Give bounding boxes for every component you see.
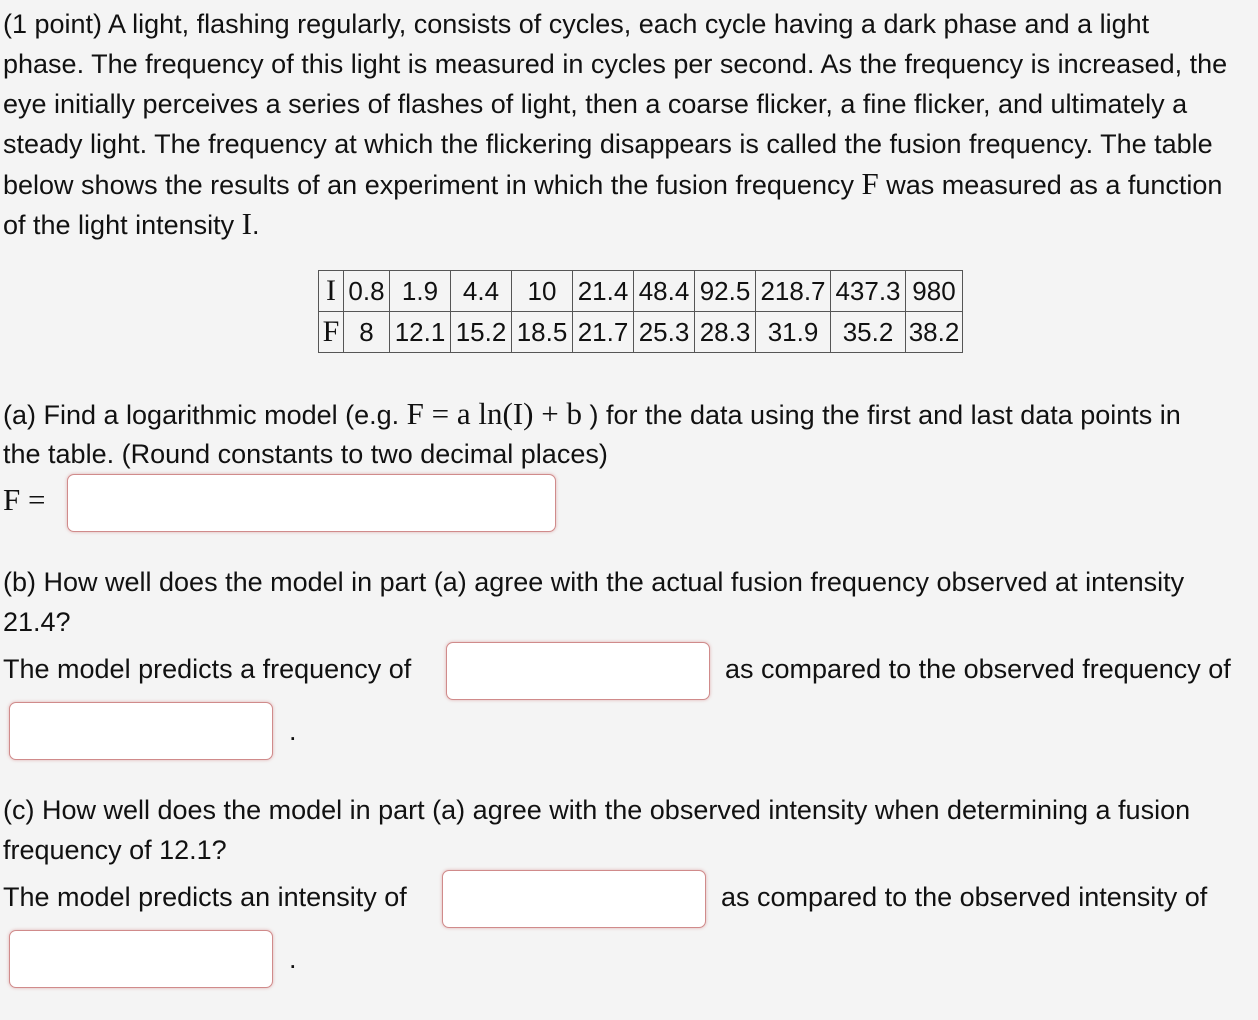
part-a-line-1-pre: (a) Find a logarithmic model (e.g. [3,400,407,430]
table-cell: 28.3 [695,312,756,353]
part-a-line-2: the table. (Round constants to two decimal places) [3,439,608,469]
row-label-f: F [319,312,344,353]
table-cell: 980 [906,271,963,312]
variable-i: I [241,206,252,241]
part-b-compare: as compared to the observed frequency of [725,654,1231,684]
variable-f: F [861,166,879,201]
table-cell: 48.4 [634,271,695,312]
intro-line-5-pre: below shows the results of an experiment in which the fusion frequency [3,170,862,200]
table-cell: 25.3 [634,312,695,353]
observed-intensity-input[interactable] [9,930,273,988]
table-cell: 8 [344,312,390,353]
predicted-frequency-input[interactable] [446,642,710,700]
table-cell: 21.4 [573,271,634,312]
table-cell: 437.3 [831,271,906,312]
table-row-frequency [319,312,963,353]
table-row-intensity [319,271,963,312]
data-table [318,270,963,353]
part-c-line-1: (c) How well does the model in part (a) agree with the observed intensity when determining a fusion [3,795,1191,825]
table-cell: 1.9 [390,271,451,312]
intro-line-6-post: . [251,210,260,240]
table-cell: 218.7 [756,271,831,312]
table-cell: 31.9 [756,312,831,353]
row-label-i: I [319,271,344,312]
observed-frequency-input[interactable] [9,702,273,760]
part-c-period: . [289,944,297,974]
table-cell: 92.5 [695,271,756,312]
intro-line-1: (1 point) A light, flashing regularly, consists of cycles, each cycle having a dark phase and a light [3,9,1150,39]
table-cell: 35.2 [831,312,906,353]
part-a-line-1-post: ) for the data using the first and last data points in [581,400,1181,430]
table-cell: 12.1 [390,312,451,353]
model-formula: F = a ln(I) + b [406,396,582,431]
part-a-answer-label: F = [3,482,46,517]
part-c-line-2: frequency of 12.1? [3,835,227,865]
model-answer-input[interactable] [67,474,556,532]
part-b-prompt: The model predicts a frequency of [3,654,412,684]
table-cell: 4.4 [451,271,512,312]
part-c-compare: as compared to the observed intensity of [721,882,1208,912]
intro-line-3: eye initially perceives a series of flashes of light, then a coarse flicker, a fine flicker, and ultimately a [3,89,1188,119]
intro-line-4: steady light. The frequency at which the flickering disappears is called the fusion frequency. The table [3,129,1213,159]
table-cell: 0.8 [344,271,390,312]
table-cell: 15.2 [451,312,512,353]
intro-line-6-pre: of the light intensity [3,210,242,240]
predicted-intensity-input[interactable] [442,870,706,928]
part-a-line-1 [3,394,1181,435]
part-b-line-2: 21.4? [3,607,71,637]
part-b-period: . [289,716,297,746]
intro-line-6 [3,204,259,245]
intro-line-2: phase. The frequency of this light is measured in cycles per second. As the frequency is increased, the [3,49,1228,79]
intro-line-5 [3,164,1222,205]
table-cell: 38.2 [906,312,963,353]
part-b-line-1: (b) How well does the model in part (a) agree with the actual fusion frequency observed at intensity [3,567,1185,597]
table-cell: 21.7 [573,312,634,353]
table-cell: 18.5 [512,312,573,353]
intro-line-5-post: was measured as a function [878,170,1223,200]
part-c-prompt: The model predicts an intensity of [3,882,407,912]
table-cell: 10 [512,271,573,312]
